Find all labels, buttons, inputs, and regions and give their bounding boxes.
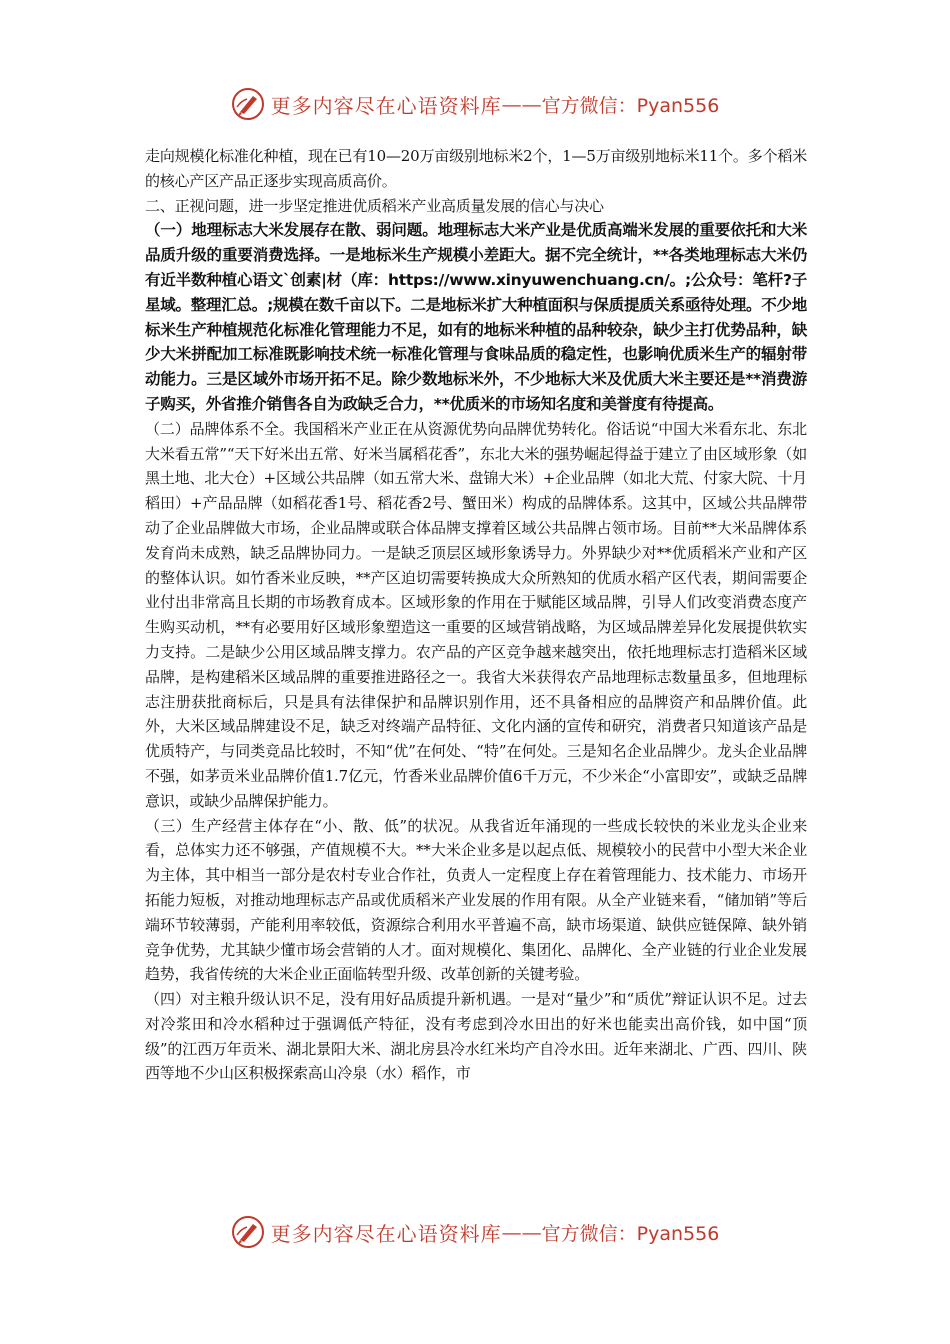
document-body — [145, 144, 807, 1086]
pen-logo-icon — [231, 87, 265, 121]
banner-brand: 更多内容尽在心语资料库 — [270, 93, 502, 118]
paragraph-section-2: （二）品牌体系不全。我国稻米产业正在从资源优势向品牌优势转化。俗话说“中国大米看东北、东北大米看五常”“天下好米出五常、好米当属稻花香”，东北大米的强势崛起得益于建立了由区域形象（如黑土地、北大仓）+区域公共品牌（如五常大米、盘锦大米）+企业品牌（如北大荒、付家大院、十月稻田）+产品品牌（如稻花香1号、稻花香2号、蟹田米）构成的品牌体系。这其中，区域公共品牌带动了企业品牌做大市场，企业品牌或联合体品牌支撑着区域公共品牌占领市场。目前**大米品牌体系发育尚未成熟，缺乏品牌协同力。一是缺乏顶层区域形象诱导力。外界缺少对**优质稻米产业和产区的整体认识。如竹香米业反映，**产区迫切需要转换成大众所熟知的优质水稻产区代表，期间需要企业付出非常高且长期的市场教育成本。区域形象的作用在于赋能区域品牌，引导人们改变消费态度产生购买动机，**有必要用好区域形象塑造这一重要的区域营销战略，为区域品牌差异化发展提供软实力支持。二是缺少公用区域品牌支撑力。农产品的产区竞争越来越突出，依托地理标志打造稻米区域品牌，是构建稻米区域品牌的重要推进路径之一。我省大米获得农产品地理标志数量虽多，但地理标志注册获批商标后，只是具有法律保护和品牌识别作用，还不具备相应的品牌资产和品牌价值。此外，大米区域品牌建设不足，缺乏对终端产品特征、文化内涵的宣传和研究，消费者只知道该产品是优质特产，与同类竞品比较时，不知“优”在何处、“特”在何处。三是知名企业品牌少。龙头企业品牌不强，如茅贡米业品牌价值1.7亿元，竹香米业品牌价值6千万元，不少米企“小富即安”，或缺乏品牌意识，或缺少品牌保护能力。 — [145, 419, 807, 810]
banner-contact: 官方微信：Pyan556 — [541, 94, 720, 117]
banner-separator: —— — [501, 1220, 542, 1244]
paragraph-section-4: （四）对主粮升级认识不足，没有用好品质提升新机遇。一是对“量少”和“质优”辩证认识不足。过去对冷浆田和冷水稻种过于强调低产特征，没有考虑到冷水田出的好米也能卖出高价钱，如中国“顶级”的江西万年贡米、湖北景阳大米、湖北房县冷水红米均产自冷水田。近年来湖北、广西、四川、陕西等地不少山区积极探索高山冷泉（水）稻作，市 — [145, 990, 807, 1083]
banner-separator: —— — [501, 92, 542, 116]
banner-contact: 官方微信：Pyan556 — [541, 1222, 720, 1245]
paragraph-section-1: （一）地理标志大米发展存在散、弱问题。地理标志大米产业是优质高端米发展的重要依托和大米品质升级的重要消费选择。一是地标米生产规模小差距大。据不完全统计，**各类地理标志大米仍有近半数种植心语文`创素|材（库：https://www.xinyuwenchuang.cn/。;公众号：笔杆?子星域。整理汇总。;规模在数千亩以下。二是地标米扩大种植面积与保质提质关系亟待处理。不少地标米生产种植规范化标准化管理能力不足，如有的地标米种植的品种较杂，缺少主打优势品种，缺少大米拼配加工标准既影响技术统一标准化管理与食味品质的稳定性，也影响优质米生产的辐射带动能力。三是区域外市场开拓不足。除少数地标米外，不少地标大米及优质大米主要还是**消费游子购买，外省推介销售各自为政缺乏合力，**优质米的市场知名度和美誉度有待提高。 — [145, 221, 807, 413]
header-banner — [0, 84, 950, 124]
section-heading: 二、正视问题，进一步坚定推进优质稻米产业高质量发展的信心与决心 — [145, 196, 604, 215]
banner-brand: 更多内容尽在心语资料库 — [270, 1221, 502, 1246]
pen-logo-icon — [231, 1215, 265, 1249]
paragraph-intro: 走向规模化标准化种植，现在已有10—20万亩级别地标米2个，1—5万亩级别地标米11个。多个稻米的核心产区产品正逐步实现高质高价。 — [145, 147, 807, 190]
footer-banner — [0, 1212, 950, 1252]
paragraph-section-3: （三）生产经营主体存在“小、散、低”的状况。从我省近年涌现的一些成长较快的米业龙头企业来看，总体实力还不够强，产值规模不大。**大米企业多是以起点低、规模较小的民营中小型大米企业为主体，其中相当一部分是农村专业合作社，负责人一定程度上存在着管理能力、技术能力、市场开拓能力短板，对推动地理标志产品或优质稻米产业发展的作用有限。从全产业链来看，“储加销”等后端环节较薄弱，产能利用率较低，资源综合利用水平普遍不高，缺市场渠道、缺供应链保障、缺外销竞争优势，尤其缺少懂市场会营销的人才。面对规模化、集团化、品牌化、全产业链的行业企业发展趋势，我省传统的大米企业正面临转型升级、改革创新的关键考验。 — [145, 816, 807, 984]
